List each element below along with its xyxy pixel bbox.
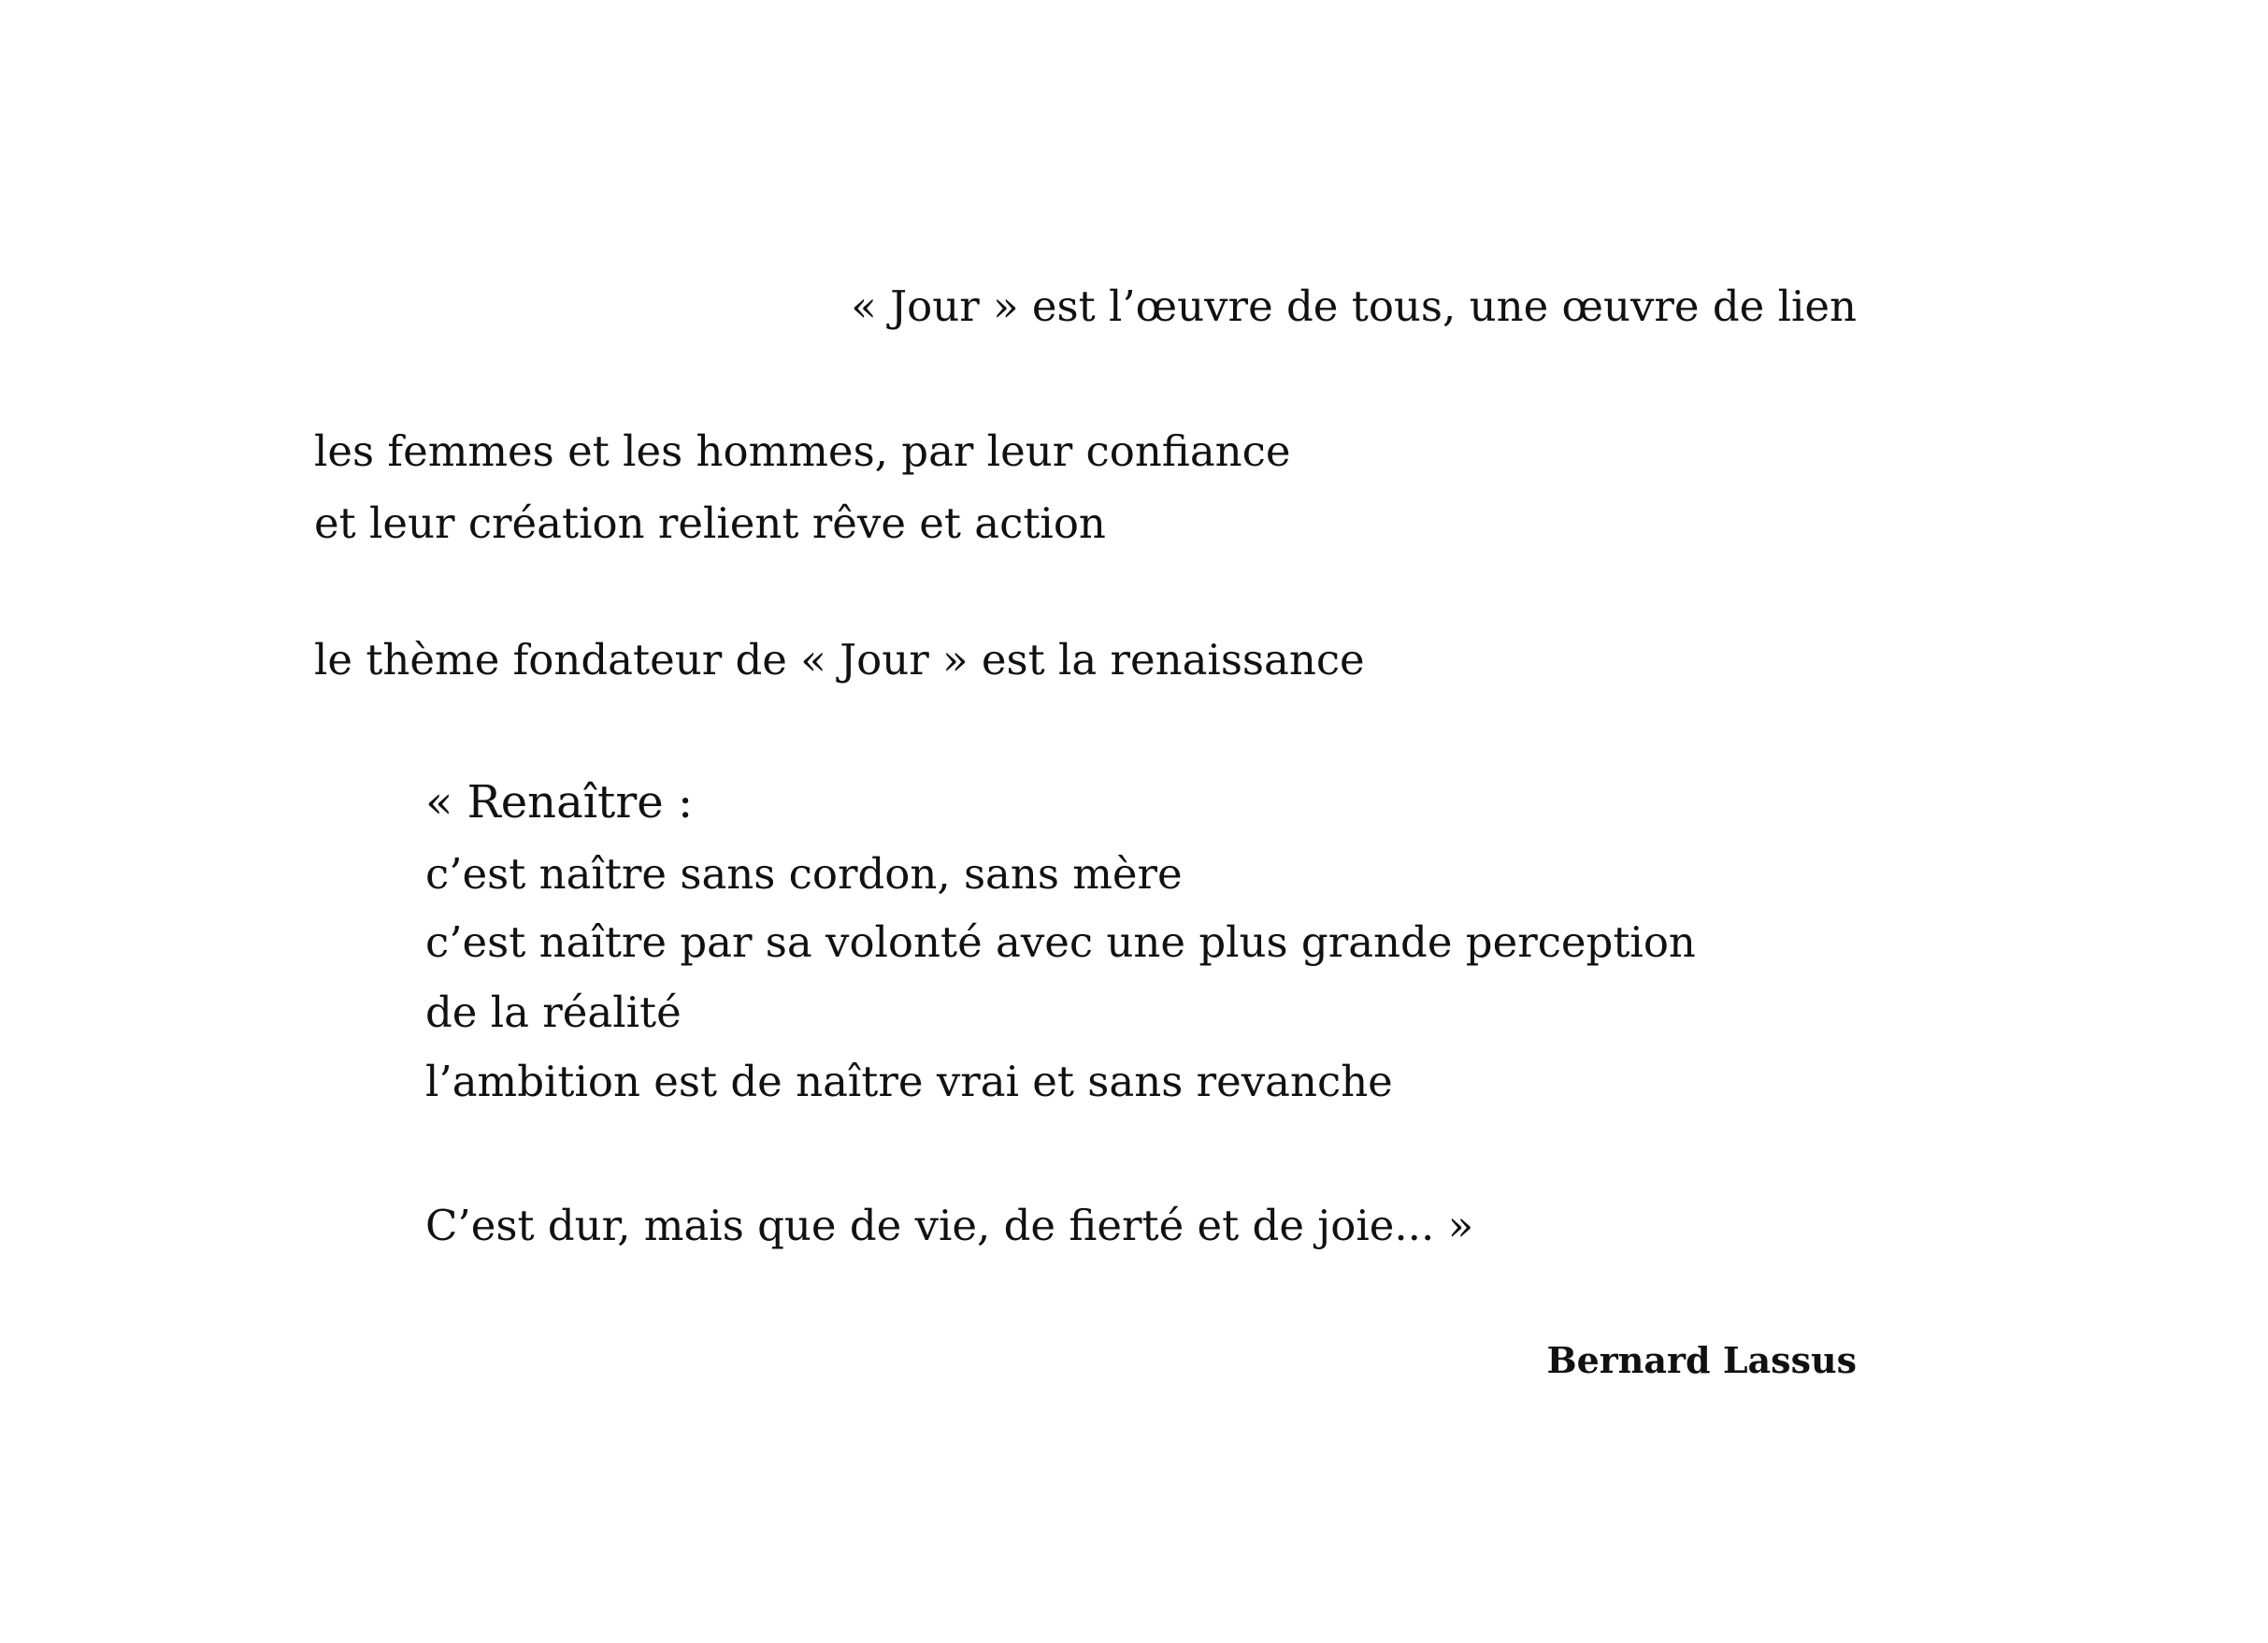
paragraph-line: les femmes et les hommes, par leur confiance xyxy=(314,426,1291,476)
theme-line: le thème fondateur de « Jour » est la renaissance xyxy=(314,635,1365,685)
intro-line: « Jour » est l’œuvre de tous, une œuvre de lien xyxy=(851,281,1857,331)
author-signature: Bernard Lassus xyxy=(1546,1339,1857,1381)
quote-line: c’est naître sans cordon, sans mère xyxy=(425,849,1183,899)
quote-closing-line: C’est dur, mais que de vie, de fierté et de joie... » xyxy=(425,1201,1474,1250)
quote-line: de la réalité xyxy=(425,987,682,1037)
quote-line: l’ambition est de naître vrai et sans revanche xyxy=(425,1057,1393,1106)
quote-line: « Renaître : xyxy=(425,776,694,829)
quote-line: c’est naître par sa volonté avec une plus grande perception xyxy=(425,917,1696,967)
paragraph-line: et leur création relient rêve et action xyxy=(314,498,1106,548)
